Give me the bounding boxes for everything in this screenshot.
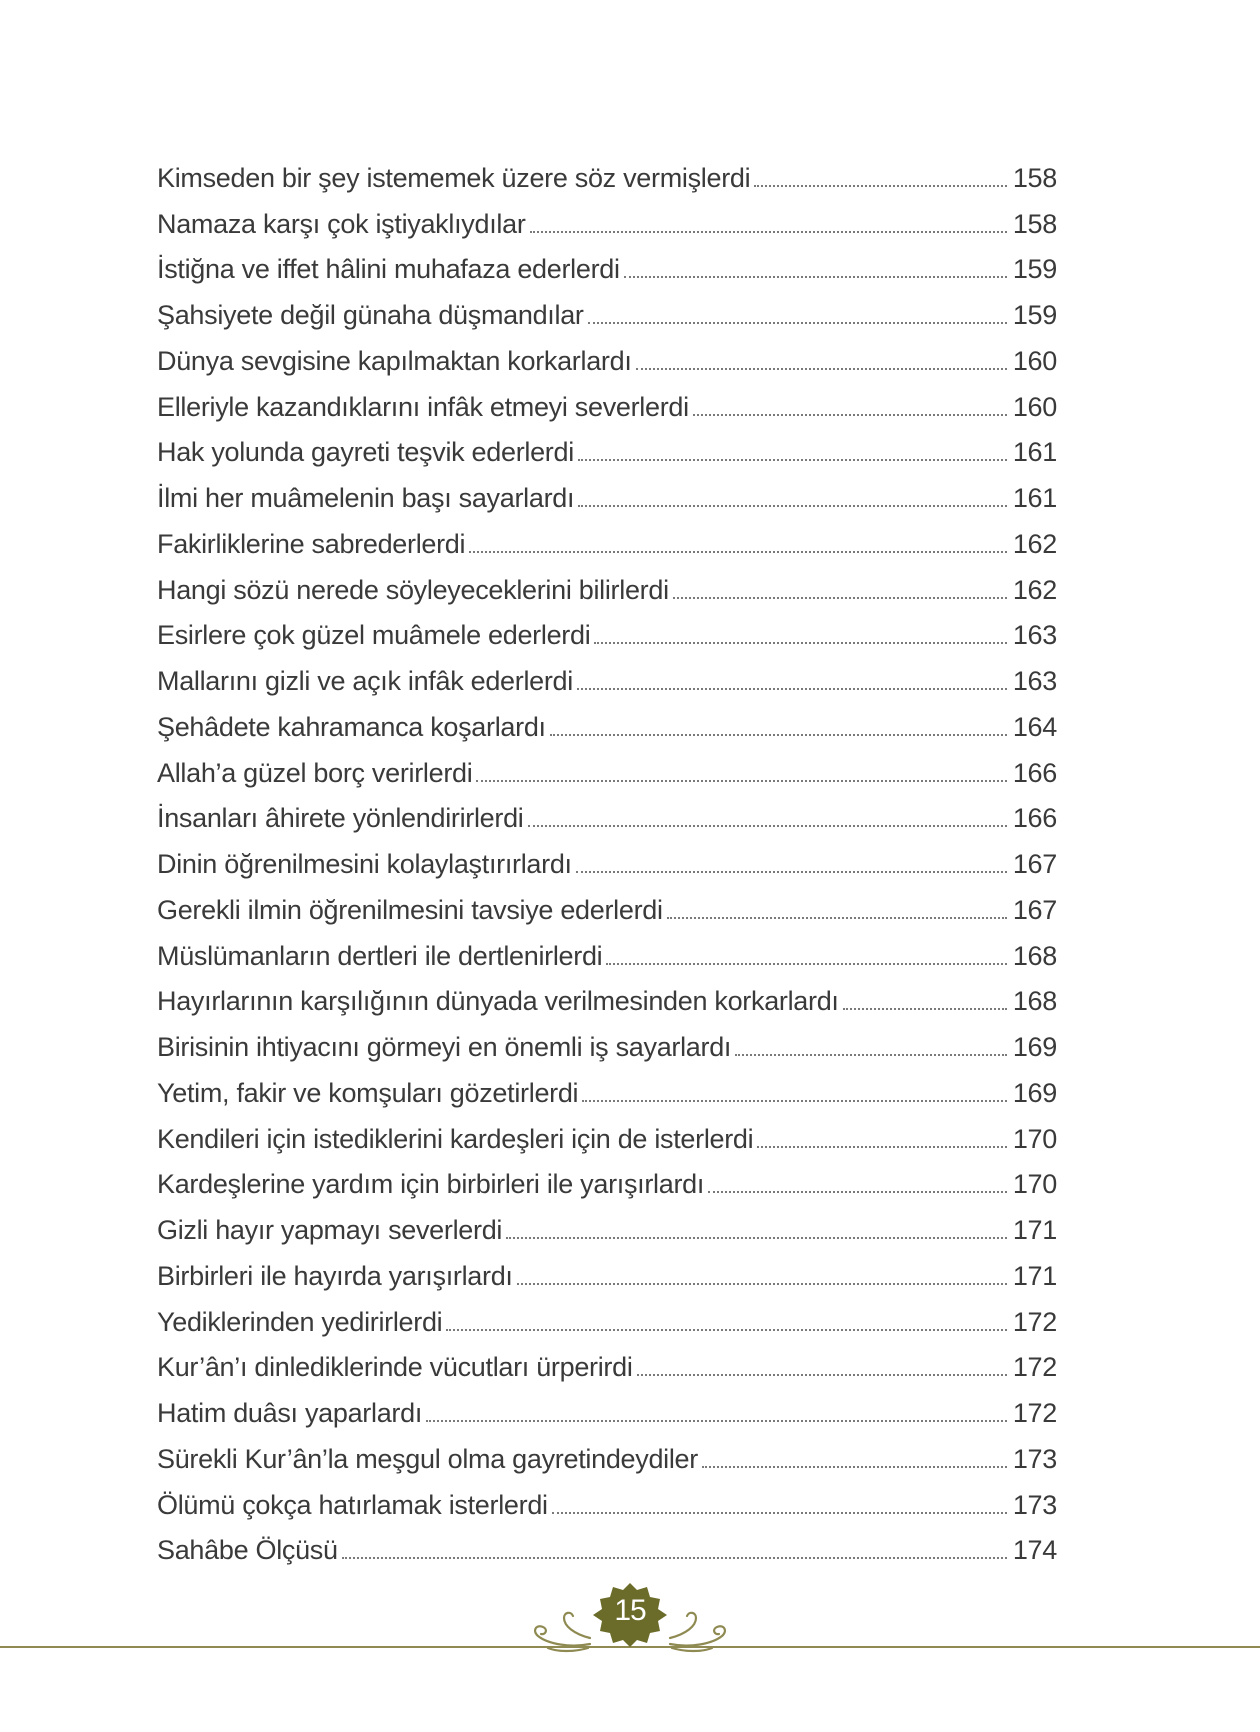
toc-entry-page-number: 166 xyxy=(1012,803,1057,834)
dot-leader xyxy=(757,1146,1006,1148)
toc-entry-page-number: 164 xyxy=(1012,711,1057,742)
toc-entry-page-number: 174 xyxy=(1012,1535,1057,1566)
toc-entry-page-number: 160 xyxy=(1012,345,1057,376)
toc-entry-title: Birbirleri ile hayırda yarışırlardı xyxy=(157,1260,513,1291)
dot-leader xyxy=(577,688,1007,690)
toc-entry-title: Dünya sevgisine kapılmaktan korkarlardı xyxy=(157,345,632,376)
dot-leader xyxy=(667,917,1007,919)
toc-entry-title: Hayırlarının karşılığının dünyada verilmesinden korkarlardı xyxy=(157,986,839,1017)
toc-entry-title: Kardeşlerine yardım için birbirleri ile yarışırlardı xyxy=(157,1169,705,1200)
toc-entry-title: İlmi her muâmelenin başı sayarlardı xyxy=(157,483,575,513)
dot-leader xyxy=(624,276,1007,278)
toc-entry xyxy=(157,240,1057,286)
toc-entry-title: Namaza karşı çok iştiyaklıydılar xyxy=(157,208,526,239)
toc-entry-page-number: 170 xyxy=(1012,1123,1057,1154)
toc-entry-page-number: 170 xyxy=(1012,1169,1057,1200)
toc-entry xyxy=(157,148,1057,194)
toc-entry-title: Allah’a güzel borç verirlerdi xyxy=(157,757,473,788)
toc-entry-title: İstiğna ve iffet hâlini muhafaza ederlerdi xyxy=(157,254,620,285)
dot-leader xyxy=(552,1512,1007,1514)
toc-entry-page-number: 169 xyxy=(1012,1077,1057,1108)
dot-leader xyxy=(578,505,1007,507)
toc-entry-page-number: 161 xyxy=(1012,483,1057,513)
toc-entry xyxy=(157,331,1057,377)
toc-entry-title: Kendileri için istediklerini kardeşleri için de isterlerdi xyxy=(157,1123,754,1154)
toc-entry xyxy=(157,1521,1057,1567)
toc-entry xyxy=(157,1475,1057,1521)
toc-entry-page-number: 167 xyxy=(1012,894,1057,925)
dot-leader xyxy=(342,1557,1007,1559)
dot-leader xyxy=(735,1054,1007,1056)
dot-leader xyxy=(673,597,1007,599)
dot-leader xyxy=(578,459,1007,461)
dot-leader xyxy=(637,1374,1007,1376)
toc-entry-title: Birisinin ihtiyacını görmeyi en önemli iş sayarlardı xyxy=(157,1032,732,1062)
toc-entry-page-number: 158 xyxy=(1012,162,1057,193)
toc-entry-title: Elleriyle kazandıklarını infâk etmeyi severlerdi xyxy=(157,391,689,422)
dot-leader xyxy=(693,414,1007,416)
toc-entry-title: Esirlere çok güzel muâmele ederlerdi xyxy=(157,620,591,651)
dot-leader xyxy=(576,871,1007,873)
toc-entry xyxy=(157,789,1057,835)
toc-entry xyxy=(157,880,1057,926)
toc-entry xyxy=(157,1292,1057,1338)
dot-leader xyxy=(426,1420,1007,1422)
dot-leader xyxy=(754,185,1007,187)
toc-entry-title: Şehâdete kahramanca koşarlardı xyxy=(157,711,546,742)
toc-entry-title: Yetim, fakir ve komşuları gözetirlerdi xyxy=(157,1077,579,1108)
toc-entry-page-number: 172 xyxy=(1012,1306,1057,1337)
toc-entry-title: Fakirliklerine sabrederlerdi xyxy=(157,528,466,559)
toc-entry xyxy=(157,834,1057,880)
dot-leader xyxy=(708,1191,1007,1193)
toc-entry-title: Sürekli Kur’ân’la meşgul olma gayretindeydiler xyxy=(157,1443,698,1474)
toc-entry-title: Kimseden bir şey istememek üzere söz vermişlerdi xyxy=(157,162,751,193)
toc-entry xyxy=(157,972,1057,1018)
dot-leader xyxy=(517,1283,1007,1285)
dot-leader xyxy=(550,734,1007,736)
page-number: 15 xyxy=(614,1594,646,1627)
toc-entry-page-number: 172 xyxy=(1012,1398,1057,1428)
toc-entry-page-number: 168 xyxy=(1012,940,1057,971)
toc-entry-title: Gerekli ilmin öğrenilmesini tavsiye ederlerdi xyxy=(157,894,663,925)
toc-entry xyxy=(157,1155,1057,1201)
toc-entry-page-number: 171 xyxy=(1012,1260,1057,1291)
dot-leader xyxy=(843,1008,1007,1010)
dot-leader xyxy=(476,780,1006,782)
toc-entry-title: Ölümü çokça hatırlamak isterlerdi xyxy=(157,1489,548,1520)
toc-entry xyxy=(157,651,1057,697)
dot-leader xyxy=(506,1237,1007,1239)
toc-entry xyxy=(157,606,1057,652)
toc-entry xyxy=(157,926,1057,972)
toc-entry xyxy=(157,1063,1057,1109)
toc-entry-page-number: 168 xyxy=(1012,986,1057,1017)
toc-entry-page-number: 171 xyxy=(1012,1215,1057,1245)
toc-entry-title: Hatim duâsı yaparlardı xyxy=(157,1398,423,1428)
toc-entry-page-number: 173 xyxy=(1012,1443,1057,1474)
toc-entry-title: Sahâbe Ölçüsü xyxy=(157,1535,338,1566)
dot-leader xyxy=(530,231,1007,233)
toc-entry-page-number: 159 xyxy=(1012,300,1057,330)
toc-entry xyxy=(157,514,1057,560)
toc-entry-title: Müslümanların dertleri ile dertlenirlerdi xyxy=(157,940,603,971)
toc-entry-title: Şahsiyete değil günaha düşmandılar xyxy=(157,300,584,330)
toc-entry xyxy=(157,1017,1057,1063)
toc-entry xyxy=(157,1200,1057,1246)
toc-entry-page-number: 167 xyxy=(1012,849,1057,879)
toc-entry-page-number: 162 xyxy=(1012,574,1057,605)
toc-entry xyxy=(157,1246,1057,1292)
toc-entry-title: Gizli hayır yapmayı severlerdi xyxy=(157,1215,503,1245)
toc-entry xyxy=(157,194,1057,240)
toc-entry-title: Dinin öğrenilmesini kolaylaştırırlardı xyxy=(157,849,572,879)
toc-entry xyxy=(157,423,1057,469)
toc-entry-page-number: 166 xyxy=(1012,757,1057,788)
toc-entry-page-number: 159 xyxy=(1012,254,1057,285)
toc-entry-title: Yediklerinden yedirirlerdi xyxy=(157,1306,443,1337)
toc-entry xyxy=(157,468,1057,514)
table-of-contents xyxy=(157,148,1057,1566)
toc-entry-page-number: 161 xyxy=(1012,437,1057,468)
dot-leader xyxy=(469,551,1007,553)
dot-leader xyxy=(446,1329,1006,1331)
dot-leader xyxy=(606,963,1006,965)
toc-entry-page-number: 160 xyxy=(1012,391,1057,422)
toc-entry xyxy=(157,697,1057,743)
toc-entry-page-number: 163 xyxy=(1012,620,1057,651)
toc-entry-page-number: 169 xyxy=(1012,1032,1057,1062)
toc-entry xyxy=(157,1109,1057,1155)
toc-entry-page-number: 173 xyxy=(1012,1489,1057,1520)
toc-entry xyxy=(157,285,1057,331)
toc-entry-title: Kur’ân’ı dinlediklerinde vücutları ürperirdi xyxy=(157,1352,633,1383)
toc-entry-page-number: 163 xyxy=(1012,666,1057,696)
toc-entry xyxy=(157,560,1057,606)
toc-entry xyxy=(157,1338,1057,1384)
toc-entry-page-number: 162 xyxy=(1012,528,1057,559)
toc-entry-title: İnsanları âhirete yönlendirirlerdi xyxy=(157,803,524,834)
dot-leader xyxy=(594,642,1006,644)
toc-entry-page-number: 158 xyxy=(1012,208,1057,239)
toc-entry-title: Mallarını gizli ve açık infâk ederlerdi xyxy=(157,666,573,696)
toc-entry-title: Hangi sözü nerede söyleyeceklerini bilirlerdi xyxy=(157,574,669,605)
toc-entry-page-number: 172 xyxy=(1012,1352,1057,1383)
dot-leader xyxy=(702,1466,1007,1468)
toc-entry xyxy=(157,1429,1057,1475)
toc-entry xyxy=(157,377,1057,423)
dot-leader xyxy=(582,1100,1007,1102)
dot-leader xyxy=(636,368,1007,370)
dot-leader xyxy=(588,322,1007,324)
toc-entry xyxy=(157,743,1057,789)
dot-leader xyxy=(528,825,1007,827)
toc-entry-title: Hak yolunda gayreti teşvik ederlerdi xyxy=(157,437,574,468)
toc-entry xyxy=(157,1383,1057,1429)
